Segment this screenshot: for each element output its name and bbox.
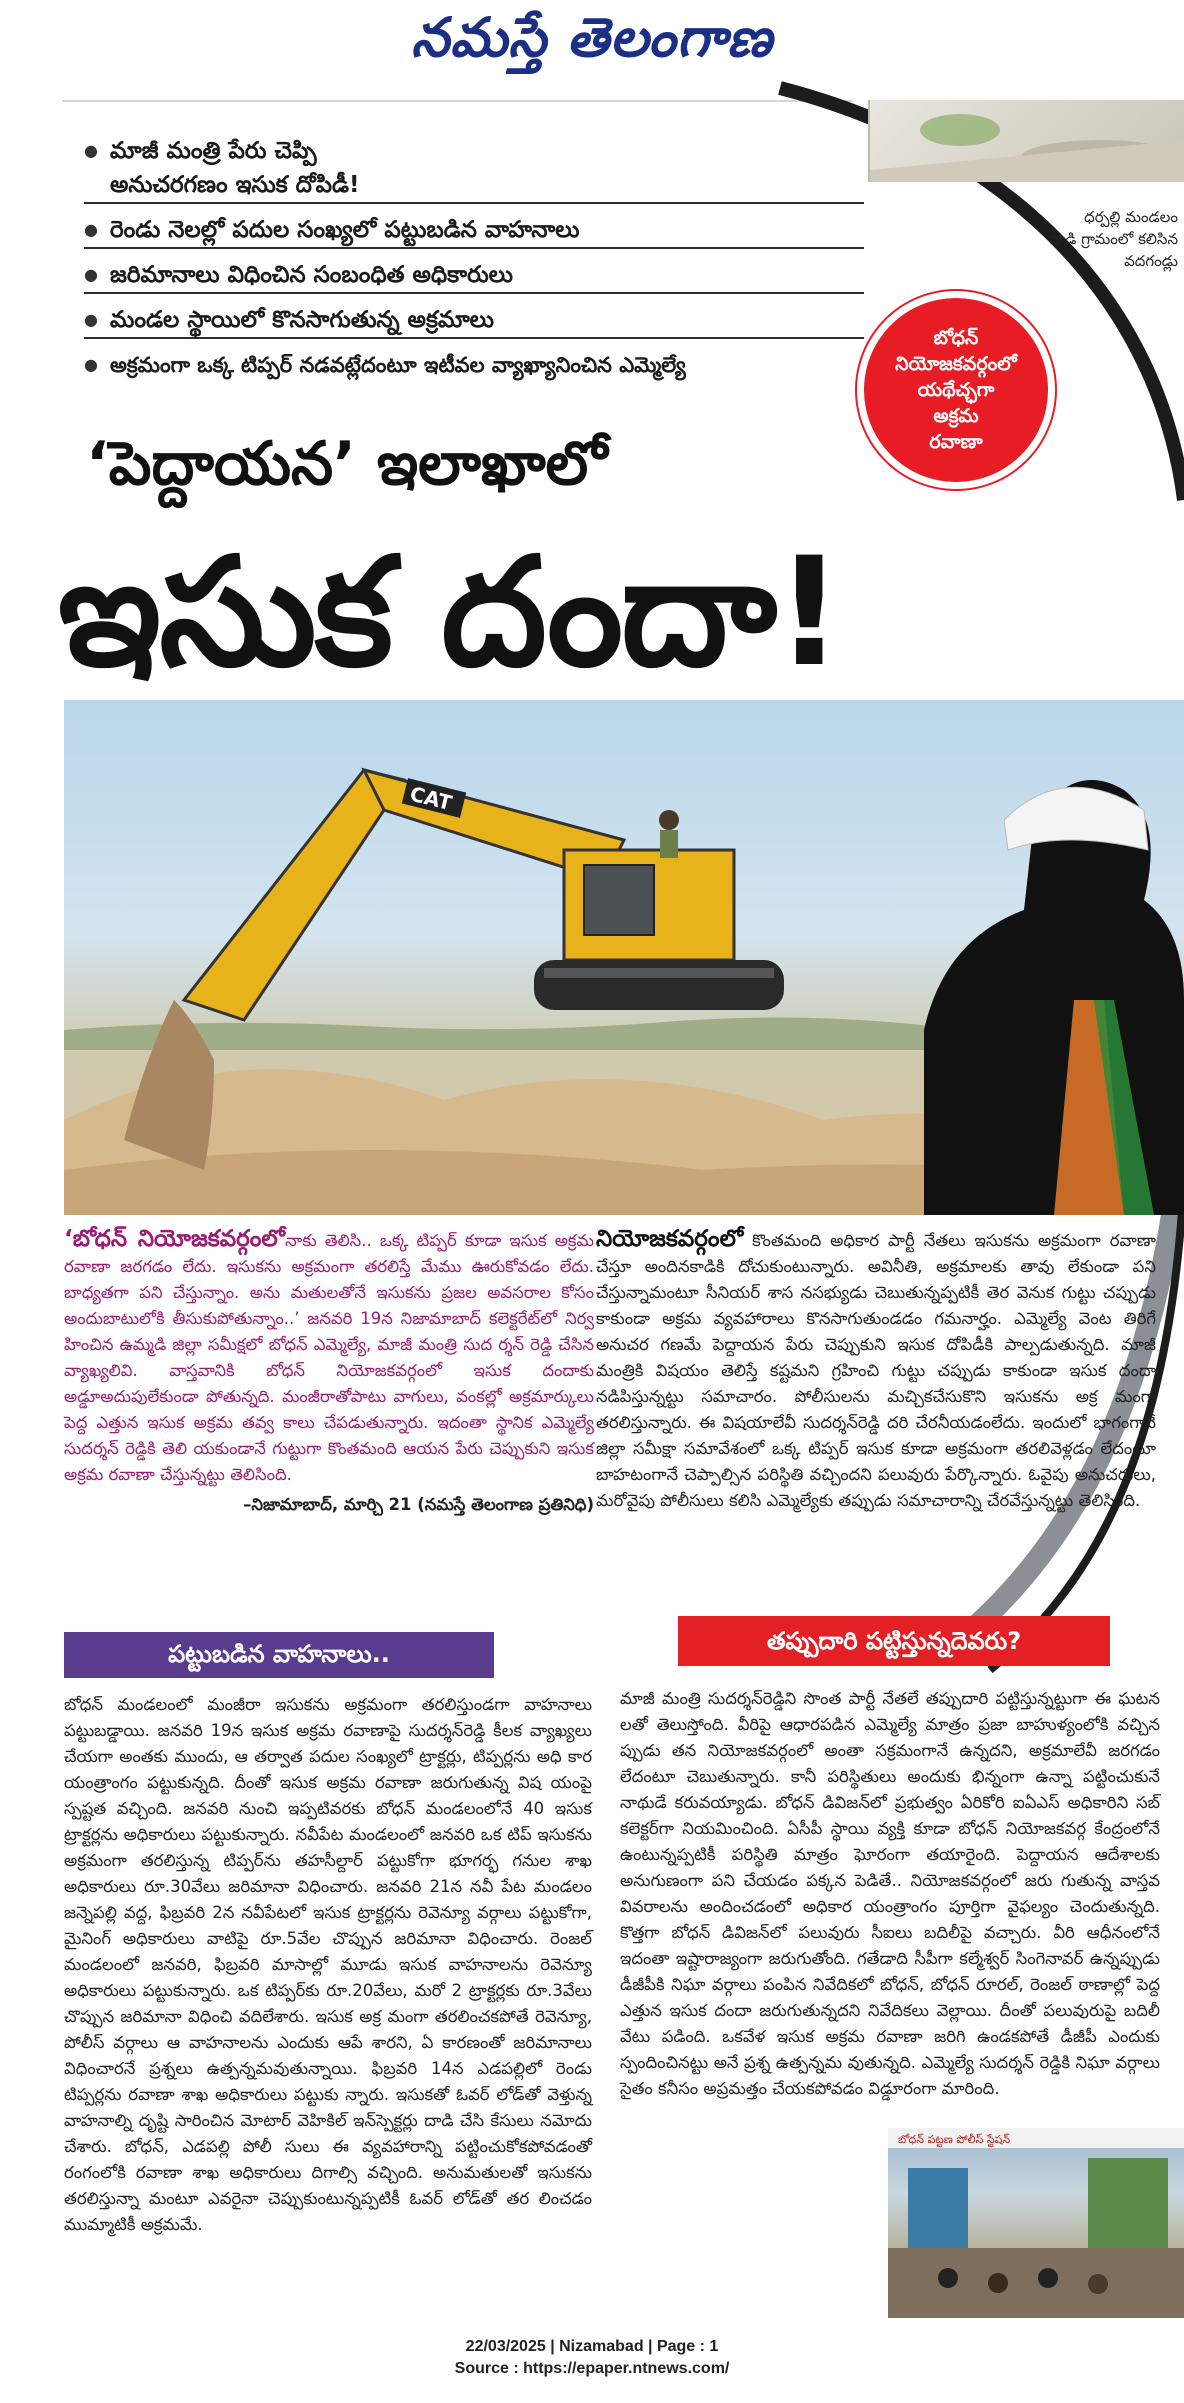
left-lead-heading: ‘బోధన్ నియోజకవర్గంలో [64, 1226, 286, 1252]
red-badge: బోధన్ నియోజకవర్గంలో యథేచ్ఛగా అక్రమ రవాణా [864, 298, 1048, 482]
machine-brand-label: CAT [407, 781, 455, 816]
right-lead-text: కొంతమంది అధికార పార్టీ నేతలు ఇసుకను అక్రమంగా రవాణా చేస్తూ అందినకాడికి దోచుకుంటున్నారు. అవినీతి, అక్రమాలకు తావు లేకుండా పని చేస్తున్నామంటూ సీనియర్ శాస నసభ్యుడు చెబుతున్నప్పటికీ తెర వెనుక గుట్టు చప్పుడు కాకుండా అక్రమ వ్యవహారాలు కొనసాగుతుండడం గమనార్హం. ఎమ్మెల్యే వెంట తిరిగే అనుచర గణమే పెద్దాయన పేరు చెప్పుకుని ఇసుక దోపిడీకి పాల్పడుతున్నది. మాజీ మంత్రికి విషయం తెలిస్తే కష్టమని గ్రహించి గుట్టు చప్పుడు కాకుండా ఇసుక దందా నడిపిస్తున్నట్టు సమాచారం. పోలీసులను మచ్చికచేసుకొని ఇసుకను అక్ర మంగా తరలిస్తున్నారు. ఈ విషయాలేవీ సుదర్శన్‌రెడ్డి దరి చేరనీయడంలేదు. ఇందులో భాగంగానే జిల్లా సమీక్షా సమావేశంలో ఒక్క టిప్పర్ ఇసుక కూడా అక్రమంగా తరలివెళ్లడం లేదంటూ బాహటంగానే చెప్పాల్సిన పరిస్థితి వచ్చిందని పలువురు పేర్కొన్నారు. ఓవైపు అనుచరులు, మరోవైపు పోలీసులు కలిసి ఎమ్మెల్యేకు తప్పుడు సమాచారాన్ని చేరవేస్తున్నట్టు తెలిసింది. [596, 1231, 1156, 1510]
station-photo [888, 2128, 1184, 2318]
highlight-item: ● జరిమానాలు విధించిన సంబంధిత అధికారులు [84, 258, 864, 294]
masthead-title: నమస్తే తెలంగాణ [411, 6, 773, 69]
headline-kicker: ‘పెద్దాయన’ ఇలాఖాలో [86, 429, 608, 499]
subheading-left: పట్టుబడిన వాహనాలు.. [64, 1632, 494, 1678]
station-sign-text: బోధన్ పట్టణ పోలీస్ స్టేషన్ [898, 2133, 1011, 2146]
main-photo [64, 700, 1184, 1215]
right-lead-heading: నియోజకవర్గంలో [596, 1226, 744, 1252]
field-photo-image [870, 100, 1184, 182]
left-body-text: బోధన్ మండలంలో మంజీరా ఇసుకను అక్రమంగా తరలిస్తుండగా వాహనాలు పట్టుబడ్డాయి. జనవరి 19న ఇసుక అక్రమ రవాణాపై సుదర్శన్‌రెడ్డి కీలక వ్యాఖ్యలు చేయగా అంతకు ముందు, ఆ తర్వాత పదుల సంఖ్యలో ట్రాక్టర్లు, టిప్పర్లను అధి కార యంత్రాంగం పట్టుకున్నది. దీంతో ఇసుక అక్రమ రవాణా జరుగుతున్న విష యంపై స్పష్టత వచ్చింది. జనవరి నుంచి ఇప్పటివరకు బోధన్ మండలంలోనే 40 ఇసుక ట్రాక్టర్లను అధికారులు పట్టుకున్నారు. నవీపేట మండలంలో జనవరి ఒక టిప్ ఇసుకను అక్రమంగా తరలిస్తున్న టిప్పర్‌ను తహసీల్దార్ పట్టుకోగా భూగర్భ గనుల శాఖ అధికారులు రూ.30వేలు జరిమానా విధించారు. జనవరి 21న నవీ పేట మండలం జన్నెపల్లి వద్ద, ఫిబ్రవరి 2న నవీపేటలో ఇసుక ట్రాక్టర్లను రెవెన్యూ వర్గాలు పట్టుకోగా, మైనింగ్ అధికారులు వాటిపై రూ.5వేల చొప్పున జరిమానా విధించారు. రెంజల్ మండలంలో జనవరి, ఫిబ్రవరి మాసాల్లో మూడు ఇసుక వాహనాలను రెవెన్యూ అధికారులు పట్టుకున్నారు. ఒక టిప్పర్‌కు రూ.20వేలు, మరో 2 ట్రాక్టర్లకు రూ.3వేలు చొప్పున జరిమానా విధించి వదిలేశారు. ఇసుక అక్ర మంగా తరలించకపోతే రెవెన్యూ, పోలీస్ వర్గాలు ఆ వాహనాలను ఎందుకు ఆపే శారని, ఏ కారణంతో జరిమానాలు విధించారనే ప్రశ్నలు ఉత్పన్నమవుతున్నాయి. ఫిబ్రవరి 14న ఎడపల్లిలో రెండు టిప్పర్లను రవాణా శాఖ అధికారులు పట్టుకు న్నారు. ఇసుకతో ఓవర్ లోడ్‌తో వెళ్తున్న వాహనాల్ని దృష్టి సారించిన మోటార్ వెహికిల్ ఇన్‌స్పెక్టర్లు దాడి చేసి కేసులు నమోదు చేశారు. బోధన్, ఎడపల్లి పోలీ సులు ఈ వ్యవహారాన్ని పట్టించుకోకపోవడంతో రంగంలోకి రవాణా శాఖ అధికారులు దిగాల్సి వచ్చింది. అనుమతులతో ఇసుకను తరలిస్తున్నా మంటూ ఎవరైనా చెప్పుకుంటున్నప్పటికీ ఓవర్ లోడ్‌తో తర లించడం ముమ్మాటికీ అక్రమమే. [64, 1695, 592, 2234]
subheading-right: తప్పుదారి పట్టిస్తున్నదెవరు? [678, 1616, 1110, 1666]
masthead [0, 0, 1184, 80]
footer-edition: 22/03/2025 | Nizamabad | Page : 1 [465, 2338, 719, 2355]
right-body-text: మాజీ మంత్రి సుదర్శన్‌రెడ్డిని సొంత పార్టీ నేతలే తప్పుదారి పట్టిస్తున్నట్టుగా ఈ ఘటన లతో తెలుస్తోంది. వీరిపై ఆధారపడిన ఎమ్మెల్యే మాత్రం ప్రజా బాహుళ్యంలోకి వచ్చిన ప్పుడు తన నియోజకవర్గంలో అంతా సక్రమంగానే ఉన్నదని, అక్రమాలేవీ జరగడం లేదంటూ చెబుతున్నారు. కానీ పరిస్థితులు అందుకు భిన్నంగా ఉన్నా పట్టించుకునే నాథుడే కరువయ్యాడు. బోధన్ డివిజన్‌లో ప్రభుత్వం ఏరికోరి ఐఏఎస్ అధికారిని సబ్ కలెక్టర్‌గా నియమించింది. ఏసీపీ స్థాయి వ్యక్తి కూడా బోధన్ నియోజకవర్గ కేంద్రంలోనే ఉంటున్నప్పటికీ పరిస్థితి మాత్రం ఘోరంగా తయారైంది. పెద్దాయన ఆదేశాలకు అనుగుణంగా పని చేయడం పక్కన పెడితే.. నియోజకవర్గంలో జరు గుతున్న వాస్తవ వివరాలను అందించడంలో అధికార యంత్రాంగం పూర్తిగా వైఫల్యం చెందుతున్నది. కొత్తగా బోధన్ డివిజన్‌లో పలువురు సీఐలు బదిలీపై వచ్చారు. వీరి ఆధీనంలోనే ఇదంతా ఇష్టారాజ్యంగా జరుగుతోంది. గతేడాది సీపీగా కల్మేశ్వర్ సింగెనావర్ ఉన్నప్పుడు డీజీపీకి నిఘా వర్గాలు పంపిన నివేదికలో బోధన్, బోధన్ రూరల్, రెంజల్ ఠాణాల్లో పెద్ద ఎత్తున ఇసుక దందా జరుగుతున్నదని నివేదికలు వెల్లాయి. దీంతో పలువురుపై బదిలీ వేటు పడింది. ఒకవేళ ఇసుక అక్రమ రవాణా జరిగి ఉండకపోతే డీజీపీ ఎందుకు స్పందించినట్టు అనే ప్రశ్న ఉత్పన్నమ వుతున్నది. ఎమ్మెల్యే సుదర్శన్ రెడ్డికి నిఘా వర్గాలు సైతం కనీసం అప్రమత్తం చేయకపోవడం విడ్డూరంగా మారింది. [620, 1689, 1160, 2098]
station-photo-image [888, 2128, 1184, 2318]
top-rule [62, 100, 852, 102]
right-lead-paragraph [596, 1226, 1156, 1514]
highlight-item: ● మండల స్థాయిలో కొనసాగుతున్న అక్రమాలు [84, 303, 864, 339]
footer-source: Source : https://epaper.ntnews.com/ [454, 2360, 730, 2377]
highlights-list [84, 134, 864, 391]
highlight-item: ● మాజీ మంత్రి పేరు చెప్పి అనుచరగణం ఇసుక దోపిడీ! [84, 134, 864, 204]
headline-main: ఇసుక దందా! [58, 526, 842, 700]
highlight-item: ● అక్రమంగా ఒక్క టిప్పర్ నడవట్లేదంటూ ఇటీవల వ్యాఖ్యానించిన ఎమ్మెల్యే [84, 348, 864, 382]
left-lead-text: నాకు తెలిసి.. ఒక్క టిప్పర్ కూడా ఇసుక అక్రమ రవాణా జరగడం లేదు. ఇసుకను అక్రమంగా తరలిస్తే మేము ఊరుకోవడం లేదు. బాధ్యతగా పని చేస్తున్నాం. అను మతులతోనే ఇసుకను ప్రజల అవసరాల కోసం అందుబాటులోకి తీసుకుపోతున్నాం..’ జనవరి 19న నిజామాబాద్ కలెక్టరేట్‌లో నిర్వ హించిన ఉమ్మడి జిల్లా సమీక్షలో బోధన్ ఎమ్మెల్యే, మాజీ మంత్రి సుద ర్శన్ రెడ్డి చేసిన వ్యాఖ్యలివి. వాస్తవానికి బోధన్ నియోజకవర్గంలో ఇసుక దందాకు అడ్డూఅదుపులేకుండా పోతున్నది. మంజీరాతోపాటు వాగులు, వంకల్లో అక్రమార్కులు పెద్ద ఎత్తున ఇసుక అక్రమ తవ్వ కాలు చేపడుతున్నారు. ఇదంతా స్థానిక ఎమ్మెల్యే సుదర్శన్ రెడ్డికి తెలి యకుండానే గుట్టుగా కొంతమంది ఆయన పేరు చెప్పుకుని ఇసుక అక్రమ రవాణా చేస్తున్నట్టు తెలిసింది. [64, 1231, 594, 1484]
left-lead-paragraph [64, 1226, 594, 1518]
excavator-scene [64, 700, 1184, 1215]
field-photo-caption: ధర్పల్లి మండలం వాడి గ్రామంలో కలిసిన వదగండ్లు [1049, 208, 1178, 270]
highlight-item: ● రెండు నెలల్లో పదుల సంఖ్యలో పట్టుబడిన వాహనాలు [84, 213, 864, 249]
field-photo [868, 100, 1184, 182]
dateline: –నిజామాబాద్, మార్చి 21 (నమస్తే తెలంగాణ ప్రతినిధి) [243, 1495, 594, 1514]
page-footer [0, 2336, 1184, 2380]
